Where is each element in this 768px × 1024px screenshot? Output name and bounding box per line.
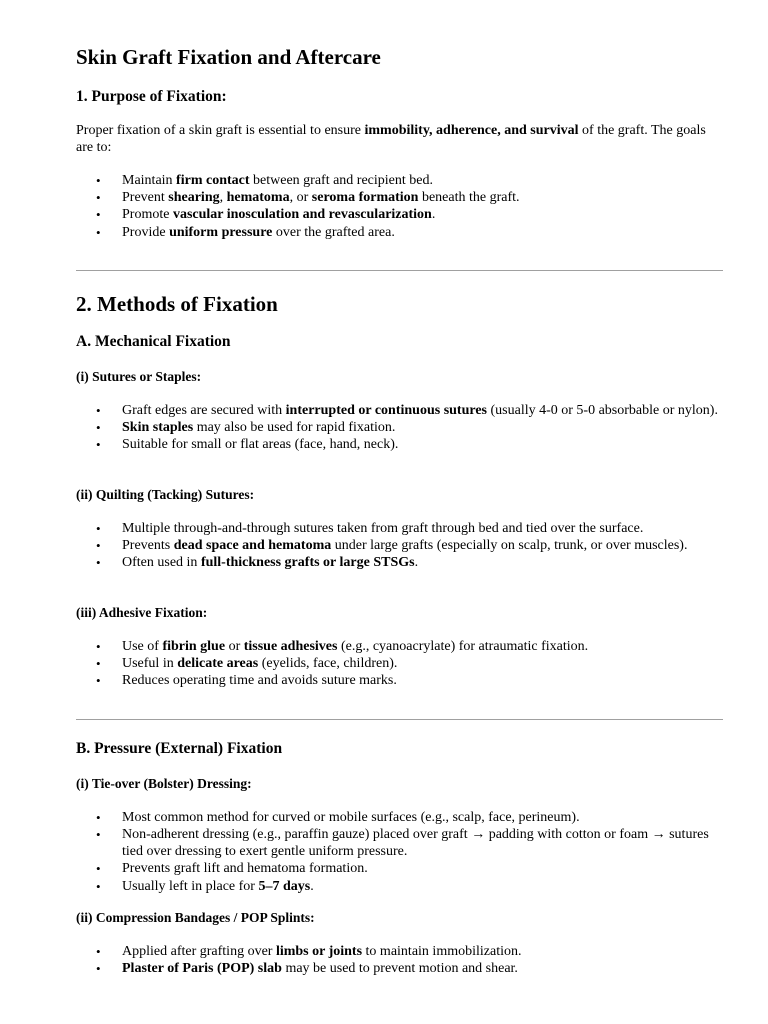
emphasized-text: delicate areas xyxy=(177,656,259,672)
sutures-bullet-list xyxy=(76,402,723,454)
emphasized-text: immobility, adherence, and survival xyxy=(364,123,579,138)
emphasized-text: dead space and hematoma xyxy=(173,538,332,554)
bullet-item xyxy=(76,419,723,436)
text-run: Non-adherent dressing (e.g., paraffin gauze) placed over graft → padding with cotton or foam → sutures tied over dressing to exert gentle uniform pressure. xyxy=(122,827,709,860)
text-run: may be used to prevent motion and shear. xyxy=(281,961,518,977)
text-run: Prevents graft lift and hematoma formation. xyxy=(122,861,368,877)
text-run: Prevents xyxy=(122,538,174,554)
bullet-item xyxy=(76,655,723,672)
text-run: , xyxy=(219,190,227,206)
text-run: . xyxy=(414,555,419,571)
emphasized-text: interrupted or continuous sutures xyxy=(285,403,487,418)
document-title: Skin Graft Fixation and Aftercare xyxy=(76,45,381,69)
text-run: Applied after grafting over xyxy=(122,944,276,959)
text-run: beneath the graft. xyxy=(418,190,520,206)
purpose-heading: 1. Purpose of Fixation: xyxy=(76,88,227,105)
bullet-item xyxy=(76,436,723,453)
tieover-bullet-list xyxy=(76,809,723,895)
bullet-item xyxy=(76,554,723,571)
emphasized-text: 5–7 days xyxy=(258,878,311,894)
text-run: Promote xyxy=(122,207,173,223)
bullet-item xyxy=(76,520,723,537)
emphasized-text: Plaster of Paris (POP) slab xyxy=(122,961,282,977)
emphasized-text: Skin staples xyxy=(122,420,194,436)
section-divider-1 xyxy=(76,270,723,271)
text-run: may also be used for rapid fixation. xyxy=(193,420,396,436)
purpose-intro xyxy=(76,122,723,156)
text-run: Usually left in place for xyxy=(122,878,259,894)
text-run: Maintain xyxy=(122,173,177,188)
emphasized-text: limbs or joints xyxy=(275,944,363,959)
sutures-staples-heading: (i) Sutures or Staples: xyxy=(76,369,202,384)
bullet-item xyxy=(76,537,723,554)
pressure-fixation-heading: B. Pressure (External) Fixation xyxy=(76,740,283,757)
text-run: , or xyxy=(289,190,312,206)
text-run: (e.g., cyanoacrylate) for atraumatic fixation. xyxy=(337,639,589,654)
text-run: Graft edges are secured with xyxy=(122,403,286,418)
tieover-dressing-heading: (i) Tie-over (Bolster) Dressing: xyxy=(76,776,252,791)
compression-splints-heading: (ii) Compression Bandages / POP Splints: xyxy=(76,910,315,925)
text-run: Proper fixation of a skin graft is essential to ensure xyxy=(76,123,365,138)
bullet-item xyxy=(76,826,723,860)
text-run: Often used in xyxy=(122,555,201,571)
bullet-item xyxy=(76,206,723,223)
emphasized-text: firm contact xyxy=(176,173,250,188)
text-run: Multiple through-and-through sutures taken from graft through bed and tied over the surface. xyxy=(122,521,644,536)
bullet-item xyxy=(76,172,723,189)
text-run: Provide xyxy=(122,224,170,240)
text-run: over the grafted area. xyxy=(272,224,395,240)
emphasized-text: uniform pressure xyxy=(169,224,273,240)
bullet-item xyxy=(76,402,723,419)
quilting-bullet-list xyxy=(76,520,723,572)
emphasized-text: shearing xyxy=(168,190,220,206)
bullet-item xyxy=(76,672,723,689)
text-run: under large grafts (especially on scalp, trunk, or over muscles). xyxy=(331,538,688,554)
emphasized-text: fibrin glue xyxy=(162,639,226,654)
bullet-item xyxy=(76,960,723,977)
text-run: Most common method for curved or mobile surfaces (e.g., scalp, face, perineum). xyxy=(122,810,580,825)
text-run: Reduces operating time and avoids suture marks. xyxy=(122,673,397,689)
bullet-item xyxy=(76,860,723,877)
methods-heading: 2. Methods of Fixation xyxy=(76,292,278,316)
bullet-item xyxy=(76,878,723,895)
bullet-item xyxy=(76,224,723,241)
adhesive-fixation-heading: (iii) Adhesive Fixation: xyxy=(76,605,208,620)
text-run: Use of xyxy=(122,639,163,654)
emphasized-text: full-thickness grafts or large STSGs xyxy=(200,555,415,571)
emphasized-text: seroma formation xyxy=(311,190,419,206)
text-run: Prevent xyxy=(122,190,169,206)
adhesive-bullet-list xyxy=(76,638,723,690)
emphasized-text: hematoma xyxy=(226,190,290,206)
text-run: (usually 4-0 or 5-0 absorbable or nylon). xyxy=(487,403,718,418)
bullet-item xyxy=(76,943,723,960)
bullet-item xyxy=(76,809,723,826)
text-run: to maintain immobilization. xyxy=(362,944,522,959)
compression-bullet-list xyxy=(76,943,723,977)
text-run: between graft and recipient bed. xyxy=(249,173,433,188)
quilting-sutures-heading: (ii) Quilting (Tacking) Sutures: xyxy=(76,487,255,502)
text-run: . xyxy=(310,878,314,894)
section-divider-2 xyxy=(76,719,723,720)
bullet-item xyxy=(76,189,723,206)
purpose-bullet-list xyxy=(76,172,723,241)
text-run: of the graft. The goals are to: xyxy=(76,123,706,155)
text-run: (eyelids, face, children). xyxy=(258,656,398,672)
text-run: or xyxy=(225,639,244,654)
emphasized-text: tissue adhesives xyxy=(243,639,338,654)
text-run: Suitable for small or flat areas (face, hand, neck). xyxy=(122,437,399,453)
mechanical-fixation-heading: A. Mechanical Fixation xyxy=(76,333,231,350)
text-run: Useful in xyxy=(122,656,178,672)
text-run: . xyxy=(431,207,436,223)
bullet-item xyxy=(76,638,723,655)
emphasized-text: vascular inosculation and revascularization xyxy=(172,207,432,223)
